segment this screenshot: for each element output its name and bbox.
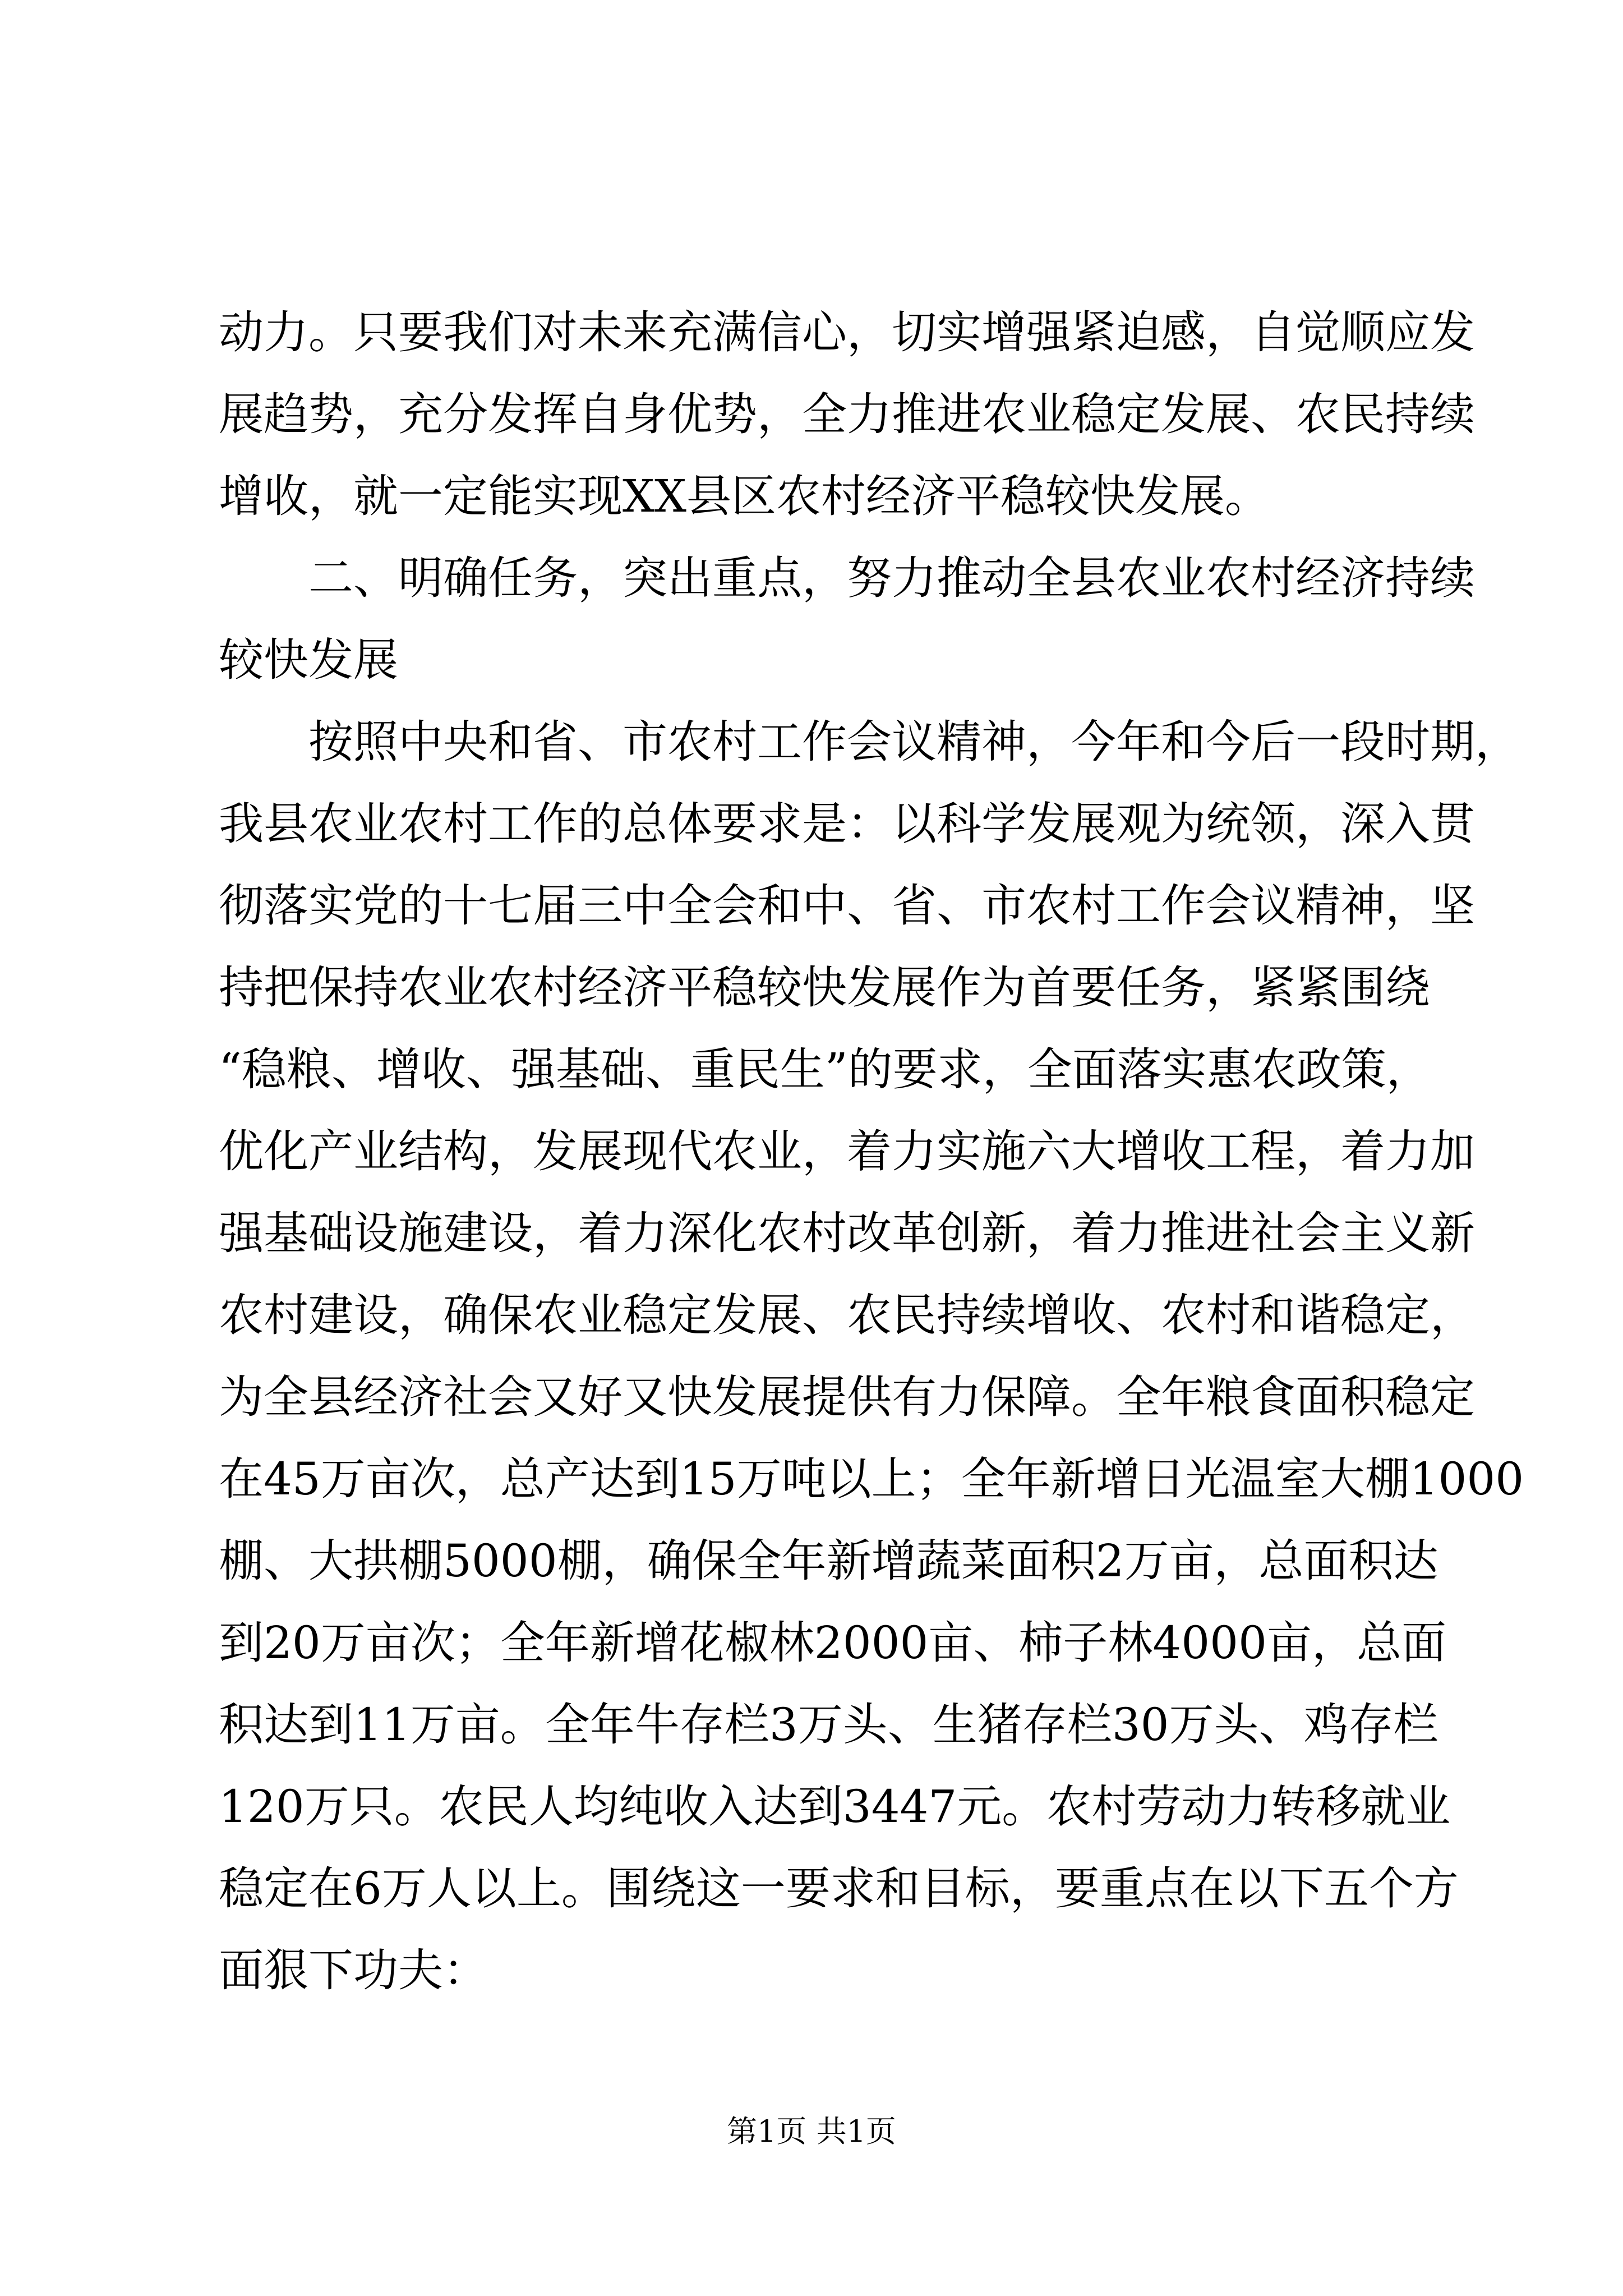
body-line: 棚、大拱棚5000棚，确保全年新增蔬菜面积2万亩，总面积达 (219, 1535, 1438, 1587)
body-line: 为全县经济社会又好又快发展提供有力保障。全年粮食面积稳定 (219, 1371, 1475, 1423)
document-body (219, 292, 1524, 2012)
body-line: 展趋势，充分发挥自身优势，全力推进农业稳定发展、农民持续 (219, 388, 1475, 440)
body-line: 到20万亩次；全年新增花椒林2000亩、柿子林4000亩，总面 (219, 1617, 1446, 1669)
section-heading-line: 二、明确任务，突出重点，努力推动全县农业农村经济持续 (308, 552, 1475, 604)
body-line: 按照中央和省、市农村工作会议精神，今年和今后一段时期， (308, 716, 1520, 768)
body-line: 在45万亩次，总产达到15万吨以上；全年新增日光温室大棚1000 (219, 1453, 1524, 1505)
page-number-footer: 第1页 共1页 (727, 2114, 896, 2149)
body-line: 稳定在6万人以上。围绕这一要求和目标，要重点在以下五个方 (219, 1862, 1459, 1915)
body-line: 120万只。农民人均纯收入达到3447元。农村劳动力转移就业 (219, 1780, 1451, 1833)
body-line: 强基础设施建设，着力深化农村改革创新，着力推进社会主义新 (219, 1207, 1475, 1259)
body-line: 增收，就一定能实现XX县区农村经济平稳较快发展。 (219, 470, 1270, 522)
body-line: “稳粮、增收、强基础、重民生”的要求，全面落实惠农政策， (219, 1043, 1431, 1096)
body-line: 动力。只要我们对未来充满信心，切实增强紧迫感，自觉顺应发 (219, 306, 1475, 358)
section-heading-line: 较快发展 (219, 634, 398, 686)
body-line: 持把保持农业农村经济平稳较快发展作为首要任务，紧紧围绕 (219, 961, 1430, 1014)
body-line: 我县农业农村工作的总体要求是：以科学发展观为统领，深入贯 (219, 798, 1475, 850)
body-line: 彻落实党的十七届三中全会和中、省、市农村工作会议精神，坚 (219, 880, 1475, 932)
body-line: 农村建设，确保农业稳定发展、农民持续增收、农村和谐稳定， (219, 1289, 1475, 1341)
body-line: 面狠下功夫： (219, 1944, 488, 1996)
body-line: 积达到11万亩。全年牛存栏3万头、生猪存栏30万头、鸡存栏 (219, 1699, 1438, 1751)
body-line: 优化产业结构，发展现代农业，着力实施六大增收工程，着力加 (219, 1125, 1475, 1177)
